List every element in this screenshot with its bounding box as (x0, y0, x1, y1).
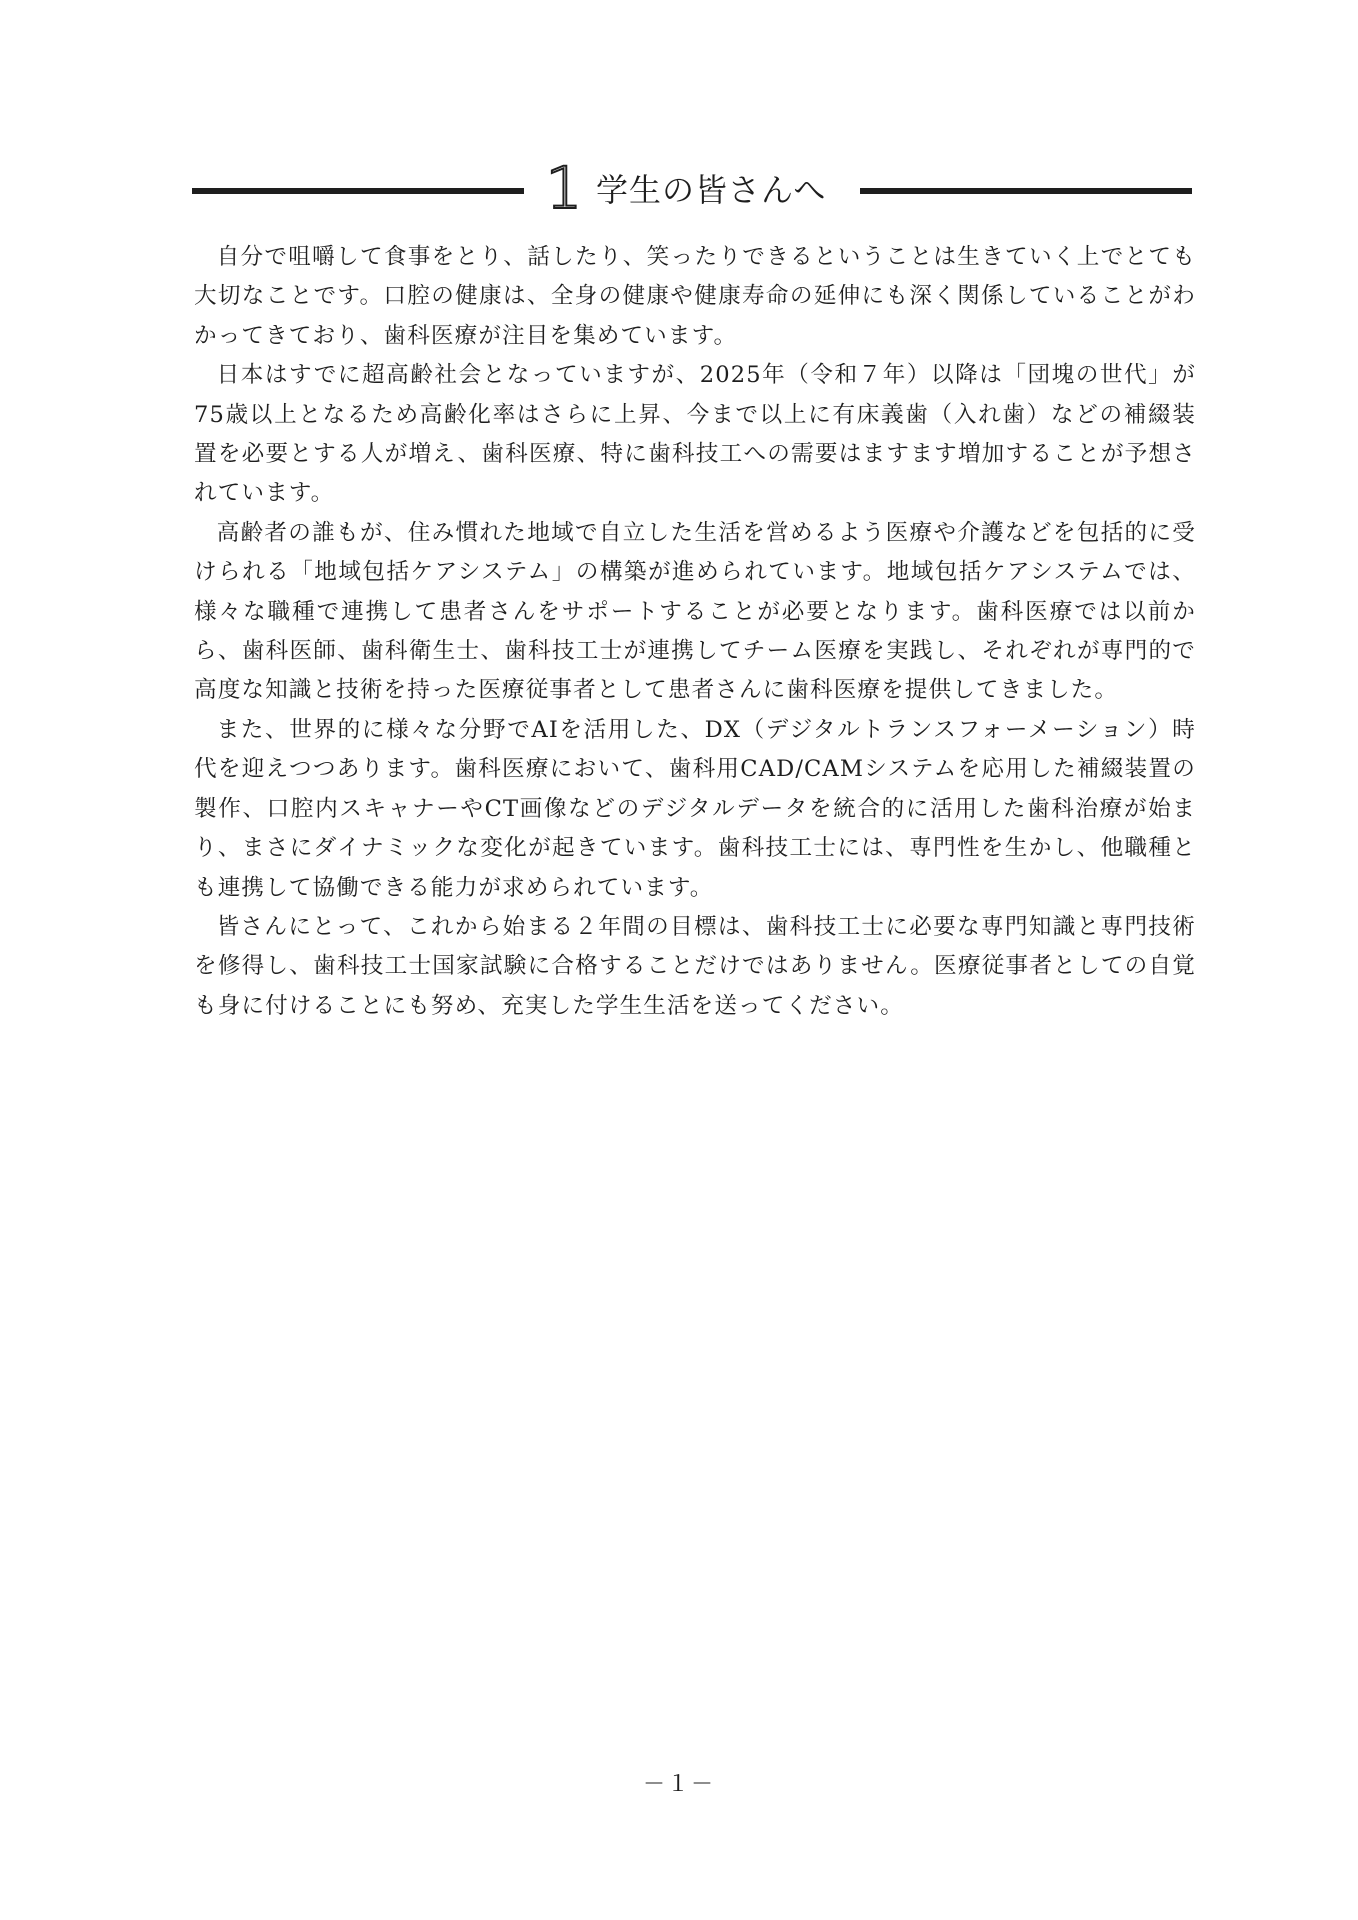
section-number: 1 (545, 154, 583, 222)
paragraph: また、世界的に様々な分野でAIを活用した、DX（デジタルトランスフォーメーション）時代を迎えつつあります。歯科医療において、歯科用CAD/CAMシステムを応用した補綴装置の製作、口腔内スキャナーやCT画像などのデジタルデータを統合的に活用した歯科治療が始まり、まさにダイナミックな変化が起きています。歯科技工士には、専門性を生かし、他職種とも連携して協働できる能力が求められています。 (194, 716, 1196, 901)
heading-rule-left (192, 188, 524, 194)
heading-rule-right (860, 188, 1192, 194)
paragraph: 自分で咀嚼して食事をとり、話したり、笑ったりできるということは生きていく上でとても大切なことです。口腔の健康は、全身の健康や健康寿命の延伸にも深く関係していることがわかってきており、歯科医療が注目を集めています。 (194, 244, 1196, 349)
page-number: －１－ (642, 1772, 715, 1797)
paragraph: 高齢者の誰もが、住み慣れた地域で自立した生活を営めるよう医療や介護などを包括的に受けられる「地域包括ケアシステム」の構築が進められています。地域包括ケアシステムでは、様々な職種で連携して患者さんをサポートすることが必要となります。歯科医療では以前から、歯科医師、歯科衛生士、歯科技工士が連携してチーム医療を実践し、それぞれが専門的で高度な知識と技術を持った医療従事者として患者さんに歯科医療を提供してきました。 (194, 519, 1196, 704)
paragraph: 日本はすでに超高齢社会となっていますが、2025年（令和７年）以降は「団塊の世代」が75歳以上となるため高齢化率はさらに上昇、今まで以上に有床義歯（入れ歯）などの補綴装置を必要とする人が増え、歯科医療、特に歯科技工への需要はますます増加することが予想されています。 (194, 362, 1196, 507)
paragraph: 皆さんにとって、これから始まる２年間の目標は、歯科技工士に必要な専門知識と専門技術を修得し、歯科技工士国家試験に合格することだけではありません。医療従事者としての自覚も身に付けることにも努め、充実した学生生活を送ってください。 (194, 913, 1196, 1019)
section-title: 学生の皆さんへ (596, 171, 827, 209)
body-text (194, 238, 1196, 1026)
section-heading (192, 154, 1192, 222)
